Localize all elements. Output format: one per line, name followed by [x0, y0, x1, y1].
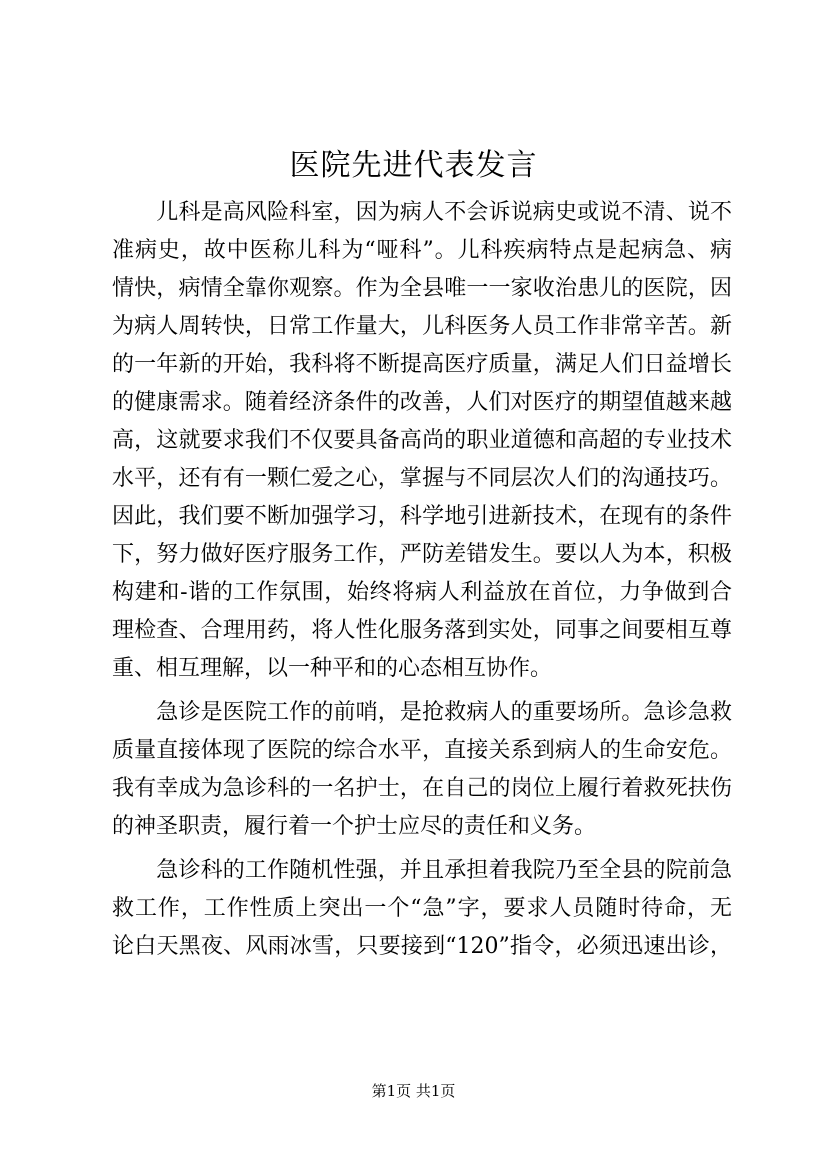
text-line: 准病史，故中医称儿科为“哑科”。儿科疾病特点是起病急、病 [112, 238, 732, 263]
text-line: 质量直接体现了医院的综合水平，直接关系到病人的生命安危。 [112, 738, 732, 763]
text-line: 下，努力做好医疗服务工作，严防差错发生。要以人为本，积极 [112, 542, 732, 567]
text-line: 急诊是医院工作的前哨，是抢救病人的重要场所。急诊急救 [112, 700, 732, 725]
document-body [112, 194, 732, 966]
text-line: 的健康需求。随着经济条件的改善，人们对医疗的期望值越来越 [112, 390, 732, 415]
text-line: 急诊科的工作随机性强，并且承担着我院乃至全县的院前急 [112, 858, 732, 883]
text-line: 理检查、合理用药，将人性化服务落到实处，同事之间要相互尊 [112, 618, 732, 643]
page-footer: 第1页 共1页 [371, 1082, 456, 1100]
text-line: 情快，病情全靠你观察。作为全县唯一一家收治患儿的医院，因 [112, 276, 732, 301]
text-line: 儿科是高风险科室，因为病人不会诉说病史或说不清、说不 [112, 200, 732, 225]
text-line: 重、相互理解，以一种平和的心态相互协作。 [112, 656, 553, 681]
document-title: 医院先进代表发言 [289, 148, 538, 183]
text-line: 水平，还有有一颗仁爱之心，掌握与不同层次人们的沟通技巧。 [112, 466, 732, 491]
text-line: 的一年新的开始，我科将不断提高医疗质量，满足人们日益增长 [112, 352, 732, 377]
text-line: 构建和-谐的工作氛围，始终将病人利益放在首位，力争做到合 [112, 580, 732, 605]
text-line: 的神圣职责，履行着一个护士应尽的责任和义务。 [112, 814, 597, 839]
text-line: 我有幸成为急诊科的一名护士，在自己的岗位上履行着救死扶伤 [112, 776, 732, 801]
text-line: 救工作，工作性质上突出一个“急”字，要求人员随时待命，无 [112, 896, 732, 921]
text-line: 高，这就要求我们不仅要具备高尚的职业道德和高超的专业技术 [112, 428, 732, 453]
text-line: 论白天黑夜、风雨冰雪，只要接到“120”指令，必须迅速出诊， [112, 934, 732, 959]
text-line: 因此，我们要不断加强学习，科学地引进新技术，在现有的条件 [112, 504, 732, 529]
text-line: 为病人周转快，日常工作量大，儿科医务人员工作非常辛苦。新 [112, 314, 732, 339]
